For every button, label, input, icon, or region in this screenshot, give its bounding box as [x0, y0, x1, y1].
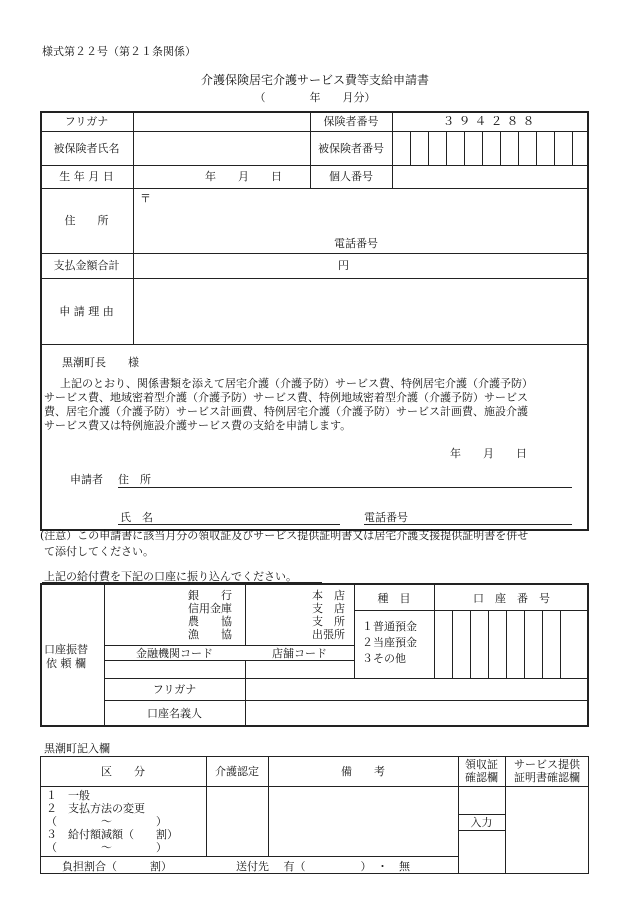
applicant-name-line[interactable] [118, 524, 340, 525]
declaration-line-2: サービス費、地域密着型介護（介護予防）サービス費、特例地域密着型介護（介護予防）サービス [44, 391, 528, 404]
phone-label: 電話番号 [334, 237, 378, 250]
institution-gyokyo[interactable]: 漁 協 [188, 628, 232, 641]
service-cert-header-2: 証明書確認欄 [514, 771, 580, 784]
applicant-address-line[interactable] [118, 487, 572, 488]
receipt-header-2: 確認欄 [465, 771, 498, 784]
category-item-1: １ 一般 [46, 789, 90, 802]
category-item-3-range: （ ～ ） [46, 841, 167, 854]
page-title: 介護保険居宅介護サービス費等支給申請書 [200, 73, 429, 87]
branch-sub[interactable]: 出張所 [312, 628, 345, 641]
declaration-line-4: サービス費又は特例施設介護サービス費の支給を申請します。 [44, 419, 352, 432]
receipt-header-1: 領収証 [465, 758, 498, 771]
personal-number-field[interactable] [393, 166, 589, 188]
type-current[interactable]: ２当座預金 [362, 636, 417, 649]
branch-branch[interactable]: 支 店 [312, 602, 345, 615]
applicant-address-label: 住 所 [118, 473, 151, 486]
reason-field[interactable] [134, 279, 589, 344]
reason-label: 申 請 理 由 [59, 305, 114, 318]
insured-number-label: 被保険者番号 [318, 142, 384, 155]
personal-number-label: 個人番号 [329, 170, 373, 183]
category-item-3: ３ 給付額減額（ 割） [46, 828, 178, 841]
note-line-2: て添付してください。 [44, 545, 154, 558]
account-type-label: 種 目 [377, 592, 411, 605]
branch-head[interactable]: 本 店 [312, 589, 345, 602]
birthdate-label: 生 年 月 日 [59, 170, 114, 183]
insured-name-field[interactable] [134, 132, 310, 165]
birthdate-field[interactable]: 年 月 日 [205, 170, 282, 183]
address-field[interactable] [134, 189, 589, 233]
category-item-2-range: （ ～ ） [46, 815, 167, 828]
applicant-label: 申請者 [70, 473, 103, 486]
insurer-number-label: 保険者番号 [323, 115, 379, 128]
bank-intro: 上記の給付費を下記の口座に振り込んでください。 [44, 570, 297, 583]
bank-section-label-1: 口座振替 [44, 643, 88, 656]
care-cert-header: 介護認定 [215, 765, 259, 778]
form-number: 様式第２２号（第２１条関係） [42, 45, 196, 58]
branch-code-label: 店舗コード [272, 647, 327, 660]
declaration-line-3: 費、居宅介護（介護予防）サービス計画費、特例居宅介護（介護予防）サービス計画費、施設介護 [44, 405, 528, 418]
bank-section-label-2: 依 頼 欄 [46, 657, 86, 670]
burden-ratio: 負担割合（ 割） [62, 860, 172, 873]
remarks-header: 備 考 [341, 765, 385, 778]
yen-unit: 円 [338, 259, 349, 272]
address-label: 住 所 [64, 214, 109, 227]
holder-furigana-label: フリガナ [152, 683, 197, 696]
applicant-name-label: 氏 名 [120, 511, 153, 524]
furigana-label: フリガナ [64, 115, 109, 128]
category-header: 区 分 [101, 765, 145, 778]
postal-mark: 〒 [140, 192, 151, 205]
account-number-label: 口 座 番 号 [473, 592, 550, 605]
office-heading: 黒潮町記入欄 [44, 742, 110, 755]
addressee: 黒潮町長 様 [62, 356, 139, 369]
institution-shinkin[interactable]: 信用金庫 [188, 602, 232, 615]
insured-name-label: 被保険者氏名 [53, 142, 120, 155]
holder-furigana-field[interactable] [246, 679, 589, 700]
type-other[interactable]: ３その他 [362, 652, 406, 665]
period-field[interactable]: （ 年 月分） [254, 91, 376, 104]
payment-total-label: 支払金額合計 [53, 259, 120, 272]
applicant-phone-line[interactable] [364, 524, 572, 525]
account-holder-field[interactable] [246, 701, 589, 727]
insured-number-field[interactable] [393, 132, 589, 165]
application-date[interactable]: 年 月 日 [450, 447, 527, 460]
note-line-1: (注意）この申請書に該当月分の領収証及びサービス提供証明書又は居宅介護支援提供証明書を併せ [40, 529, 529, 542]
applicant-phone-label: 電話番号 [364, 511, 408, 524]
type-ordinary[interactable]: １普通預金 [362, 620, 417, 633]
institution-nokyo[interactable]: 農 協 [188, 615, 232, 628]
declaration-line-1: 上記のとおり、関係書類を添えて居宅介護（介護予防）サービス費、特例居宅介護（介護予防） [60, 377, 533, 390]
institution-code-label: 金融機関コード [136, 647, 213, 660]
account-holder-label: 口座名義人 [147, 707, 202, 720]
institution-bank[interactable]: 銀 行 [188, 589, 232, 602]
send-to: 送付先 有（ ） ・ 無 [236, 860, 410, 873]
service-cert-header-1: サービス提供 [514, 758, 580, 771]
branch-office[interactable]: 支 所 [312, 615, 345, 628]
input-label: 入力 [470, 816, 493, 829]
insurer-number-value: ３９４２８８ [442, 114, 539, 128]
category-item-2: ２ 支払方法の変更 [46, 802, 145, 815]
